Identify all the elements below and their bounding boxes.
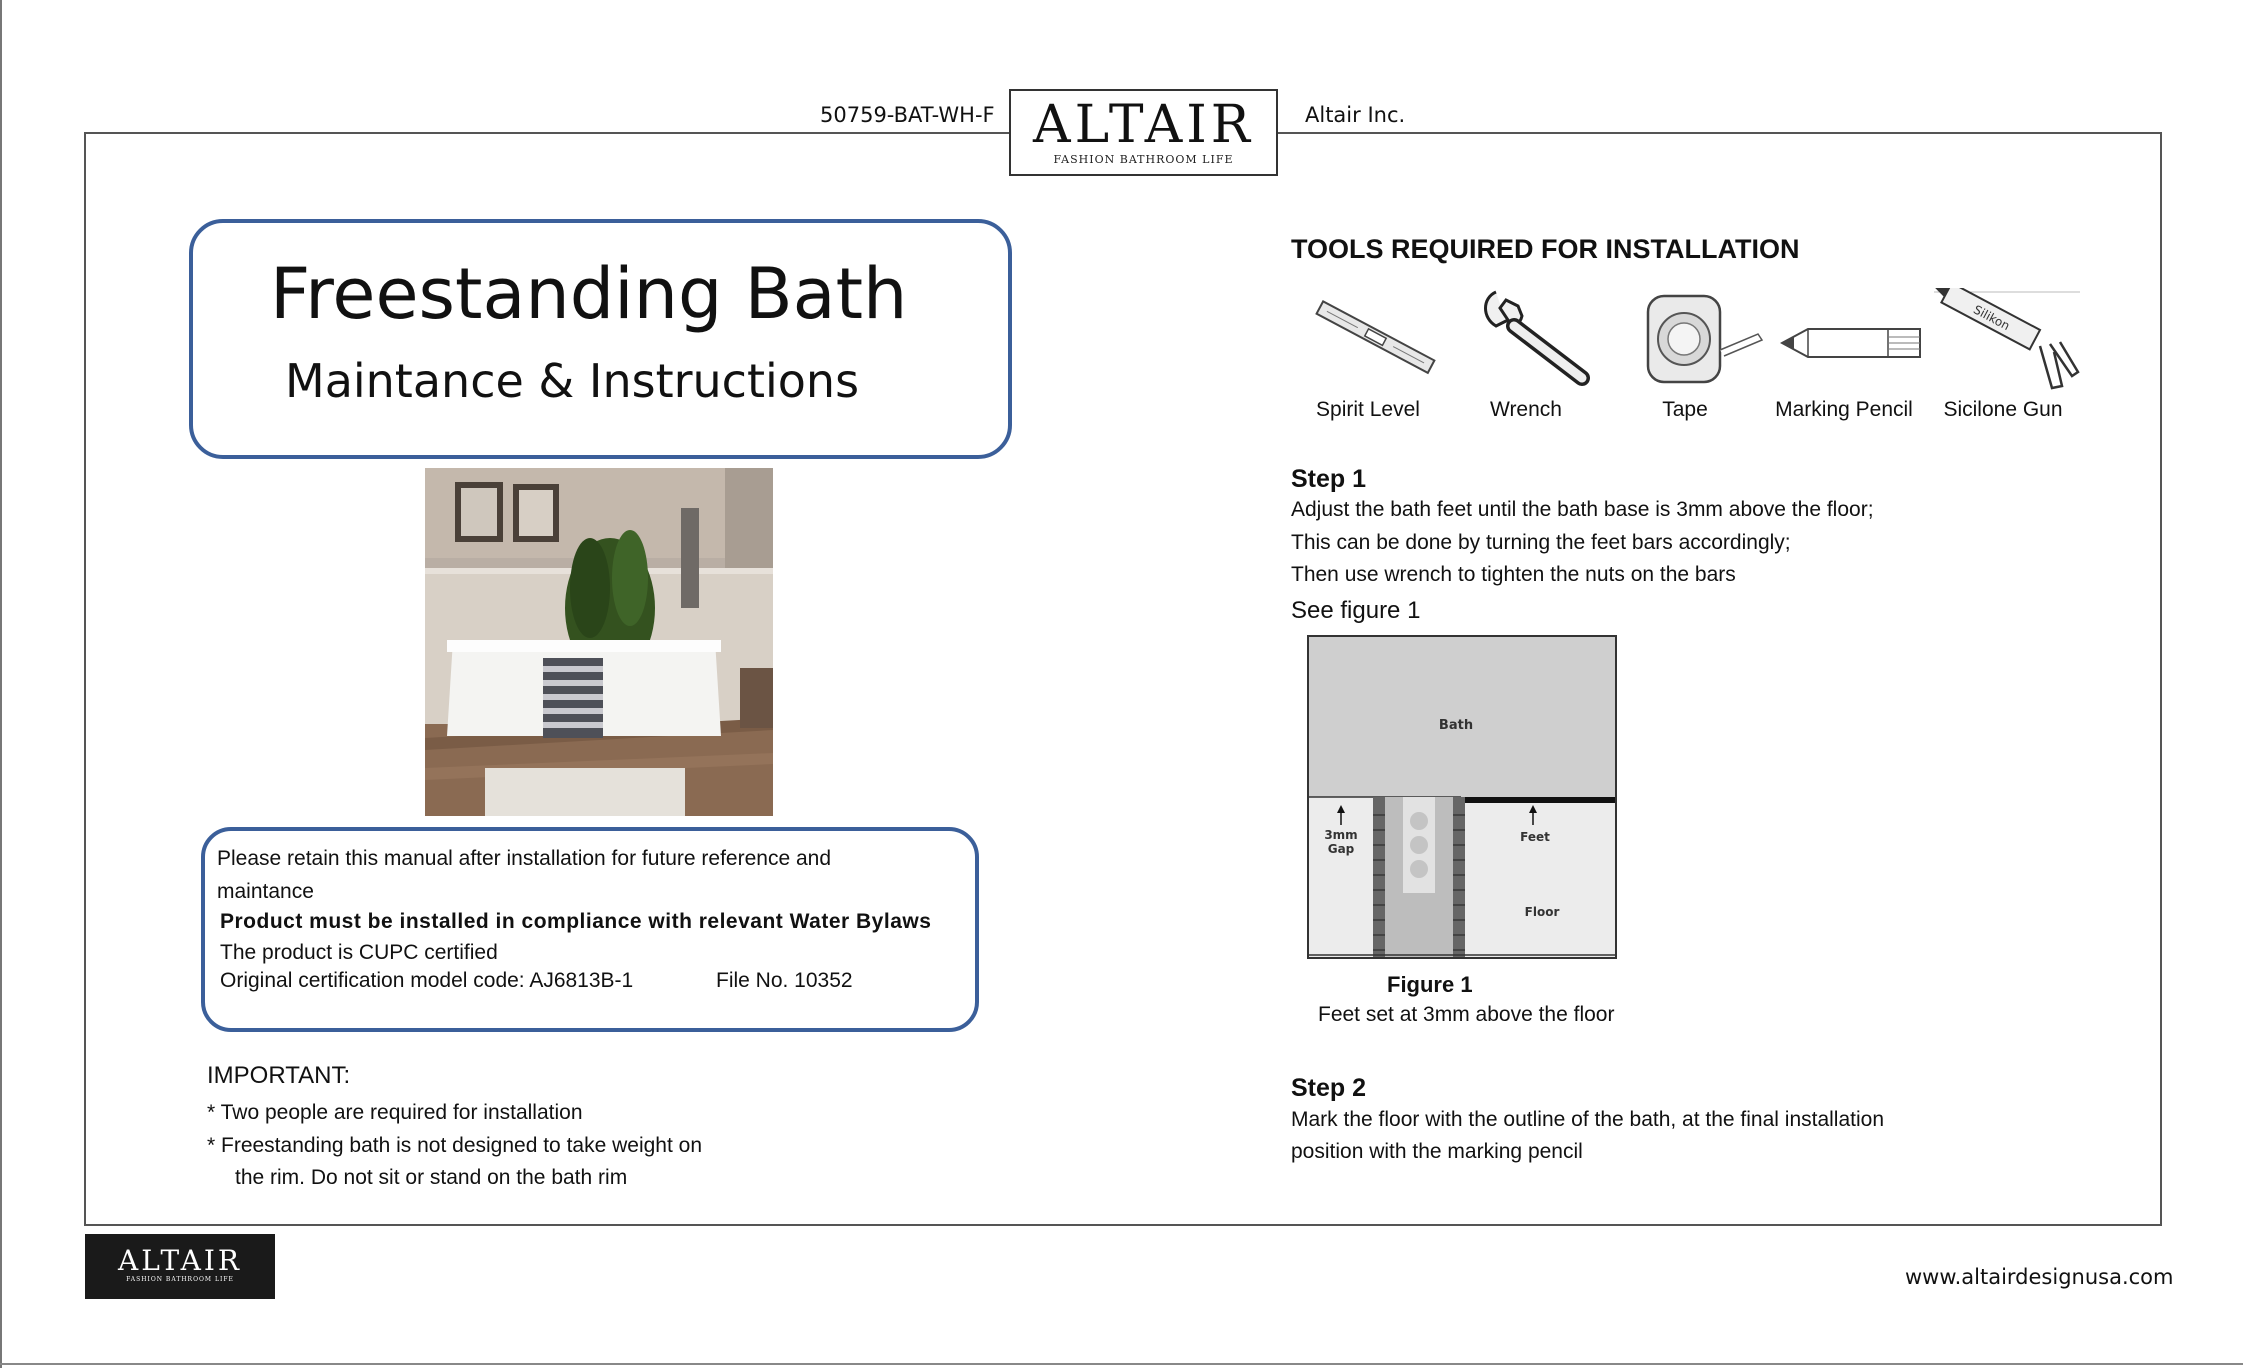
figure-gap-label-2: Gap (1327, 842, 1355, 856)
logo-brand: ALTAIR (1033, 95, 1254, 155)
footer-logo-tagline: FASHION BATHROOM LIFE (126, 1276, 234, 1283)
notice-file-no: File No. 10352 (716, 969, 853, 992)
tool-label-marking-pencil: Marking Pencil (1775, 398, 1913, 421)
page-left-edge (0, 0, 2, 1368)
company-name: Altair Inc. (1305, 103, 1406, 127)
website-url: www.altairdesignusa.com (1905, 1265, 2174, 1289)
header-logo (1009, 89, 1278, 176)
notice-model-code: Original certification model code: AJ6813B-1 (220, 969, 634, 992)
tool-label-silicone-gun: Sicilone Gun (1943, 398, 2063, 421)
notice-line-2: maintance (217, 880, 314, 903)
important-heading: IMPORTANT: (207, 1062, 351, 1089)
spirit-level-icon (1310, 296, 1440, 381)
step-1-line-2: This can be done by turning the feet bars accordingly; (1291, 531, 1791, 554)
tools-heading: TOOLS REQUIRED FOR INSTALLATION (1291, 234, 1800, 264)
step-2-heading: Step 2 (1291, 1074, 1367, 1102)
silicone-gun-icon (1932, 288, 2082, 393)
product-code: 50759-BAT-WH-F (820, 103, 995, 127)
footer-logo-brand: ALTAIR (117, 1244, 243, 1277)
figure-gap-label-1: 3mm (1324, 828, 1358, 842)
wrench-icon (1478, 288, 1598, 388)
notice-compliance: Product must be installed in compliance with relevant Water Bylaws (220, 910, 932, 933)
product-photo (425, 468, 773, 816)
step-2-line-2: position with the marking pencil (1291, 1140, 1583, 1163)
figure-bath-label: Bath (1438, 718, 1474, 733)
see-figure-1: See figure 1 (1291, 597, 1421, 624)
figure-feet-label: Feet (1520, 830, 1550, 844)
footer-logo (85, 1234, 275, 1299)
figure-1-caption: Figure 1 (1387, 972, 1473, 997)
logo-tagline: FASHION BATHROOM LIFE (1053, 153, 1234, 166)
figure-1-diagram (1307, 635, 1617, 959)
notice-line-1: Please retain this manual after installation for future reference and (217, 847, 832, 870)
figure-floor-label: Floor (1524, 905, 1560, 919)
tool-label-wrench: Wrench (1490, 398, 1562, 421)
page-bottom-edge (0, 1363, 2243, 1365)
figure-1-subcaption: Feet set at 3mm above the floor (1318, 1003, 1615, 1026)
marking-pencil-icon (1780, 323, 1925, 363)
tape-measure-icon (1640, 290, 1765, 390)
step-1-heading: Step 1 (1291, 465, 1367, 493)
document-title: Freestanding Bath (270, 253, 908, 335)
step-2-line-1: Mark the floor with the outline of the bath, at the final installation (1291, 1108, 1885, 1131)
important-item-2: * Freestanding bath is not designed to take weight on (207, 1134, 702, 1157)
step-1-line-3: Then use wrench to tighten the nuts on the bars (1291, 563, 1736, 586)
notice-certified: The product is CUPC certified (220, 941, 498, 964)
important-item-1: * Two people are required for installation (207, 1101, 583, 1124)
silikon-label: Silikon (1971, 302, 2013, 334)
tool-label-tape: Tape (1662, 398, 1708, 421)
important-item-3: the rim. Do not sit or stand on the bath rim (235, 1166, 628, 1189)
document-subtitle: Maintance & Instructions (285, 354, 860, 408)
tool-label-spirit-level: Spirit Level (1316, 398, 1420, 421)
step-1-line-1: Adjust the bath feet until the bath base is 3mm above the floor; (1291, 498, 1874, 521)
